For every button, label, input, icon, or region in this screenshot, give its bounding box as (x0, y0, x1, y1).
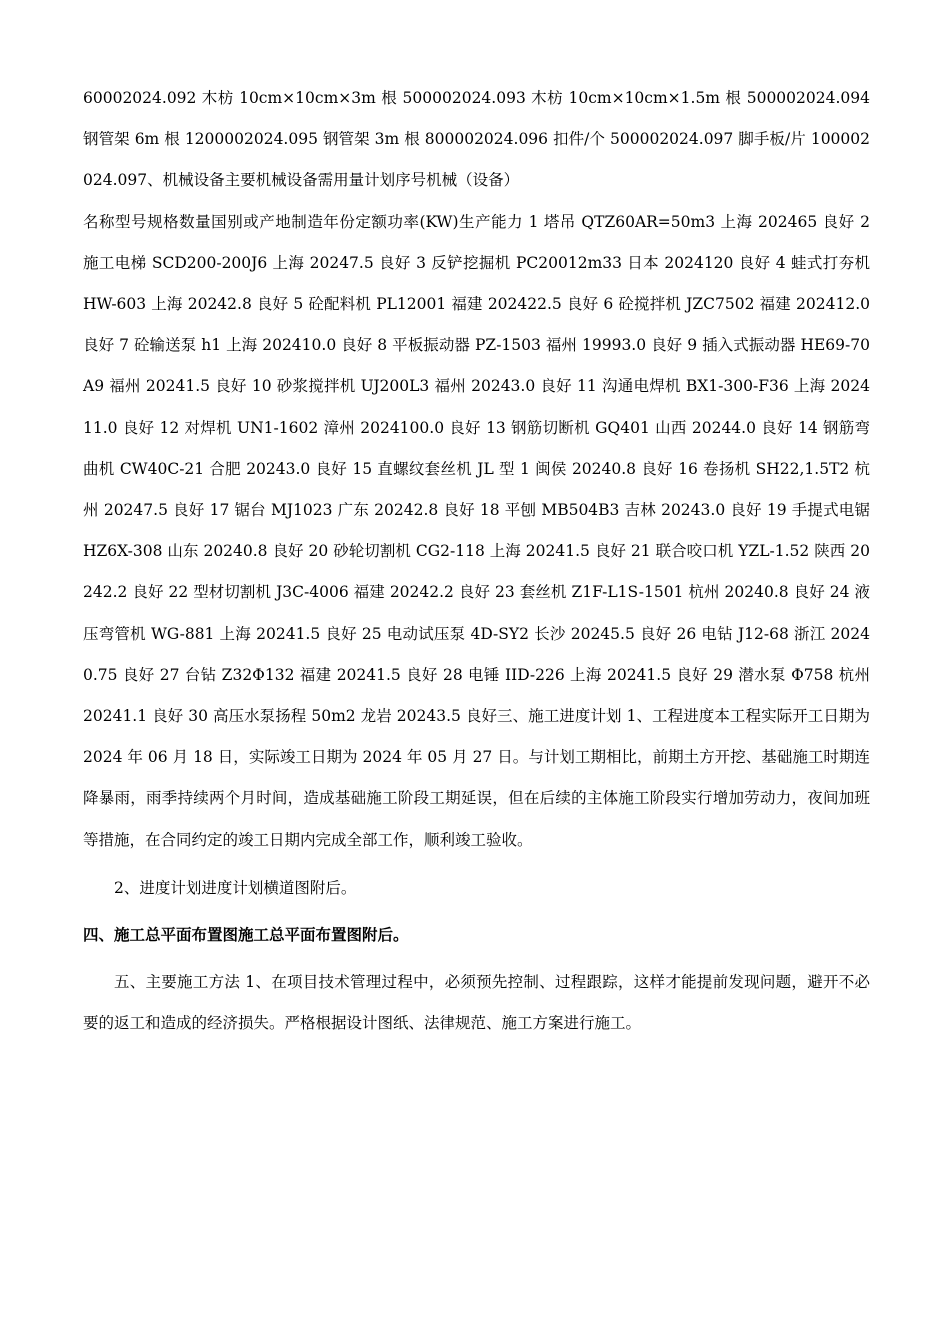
construction-method-paragraph: 五、主要施工方法 1、在项目技术管理过程中，必须预先控制、过程跟踪，这样才能提前发现问题，避开不必要的返工和造成的经济损失。严格根据设计图纸、法律规范、施工方案进行施工。 (83, 973, 870, 1033)
schedule-plan-paragraph: 2、进度计划进度计划横道图附后。 (114, 878, 357, 897)
site-layout-heading: 四、施工总平面布置图施工总平面布置图附后。 (83, 926, 409, 945)
materials-list-paragraph: 60002024.092 木枋 10cm×10cm×3m 根 500002024.093 木枋 10cm×10cm×1.5m 根 500002024.094 钢管架 6m 根 1200002024.095 钢管架 3m 根 800002024.096 扣件/个 500002024.097 脚手板/片 100002024.097、机械设备主要机械设备需用量计划序号机械（设备） (83, 89, 870, 190)
document-page (83, 78, 870, 1045)
equipment-and-schedule-paragraph: 名称型号规格数量国别或产地制造年份定额功率(KW)生产能力 1 塔吊 QTZ60AR=50m3 上海 202465 良好 2 施工电梯 SCD200-200J6 上海 20247.5 良好 3 反铲挖掘机 PC20012m33 日本 2024120 良好 4 蛙式打夯机 HW-603 上海 20242.8 良好 5 砼配料机 PL12001 福建 202422.5 良好 6 砼搅拌机 JZC7502 福建 202412.0 良好 7 砼输送泵 h1 上海 202410.0 良好 8 平板振动器 PZ-1503 福州 19993.0 良好 9 插入式振动器 HE69-70A9 福州 20241.5 良好 10 砂浆搅拌机 UJ200L3 福州 20243.0 良好 11 沟通电焊机 BX1-300-F36 上海 202411.0 良好 12 对焊机 UN1-1602 漳州 2024100.0 良好 13 钢筋切断机 GQ401 山西 20244.0 良好 14 钢筋弯曲机 CW40C-21 合肥 20243.0 良好 15 直螺纹套丝机 JL 型 1 闽侯 20240.8 良好 16 卷扬机 SH22,1.5T2 杭州 20247.5 良好 17 锯台 MJ1023 广东 20242.8 良好 18 平刨 MB504B3 吉林 20243.0 良好 19 手提式电锯 HZ6X-308 山东 20240.8 良好 20 砂轮切割机 CG2-118 上海 20241.5 良好 21 联合咬口机 YZL-1.52 陕西 20242.2 良好 22 型材切割机 J3C-4006 福建 20242.2 良好 23 套丝机 Z1F-L1S-1501 杭州 20240.8 良好 24 液压弯管机 WG-881 上海 20241.5 良好 25 电动试压泵 4D-SY2 长沙 20245.5 良好 26 电钻 J12-68 浙江 20240.75 良好 27 台钻 Z32Φ132 福建 20241.5 良好 28 电锤 IID-226 上海 20241.5 良好 29 潜水泵 Φ758 杭州 20241.1 良好 30 高压水泵扬程 50m2 龙岩 20243.5 良好三、施工进度计划 1、工程进度本工程实际开工日期为 2024 年 06 月 18 日，实际竣工日期为 2024 年 05 月 27 日。与计划工期相比，前期土方开挖、基础施工时期连降暴雨，雨季持续两个月时间，造成基础施工阶段工期延误，但在后续的主体施工阶段实行增加劳动力，夜间加班等措施，在合同约定的竣工日期内完成全部工作，顺利竣工验收。 (83, 212, 870, 849)
